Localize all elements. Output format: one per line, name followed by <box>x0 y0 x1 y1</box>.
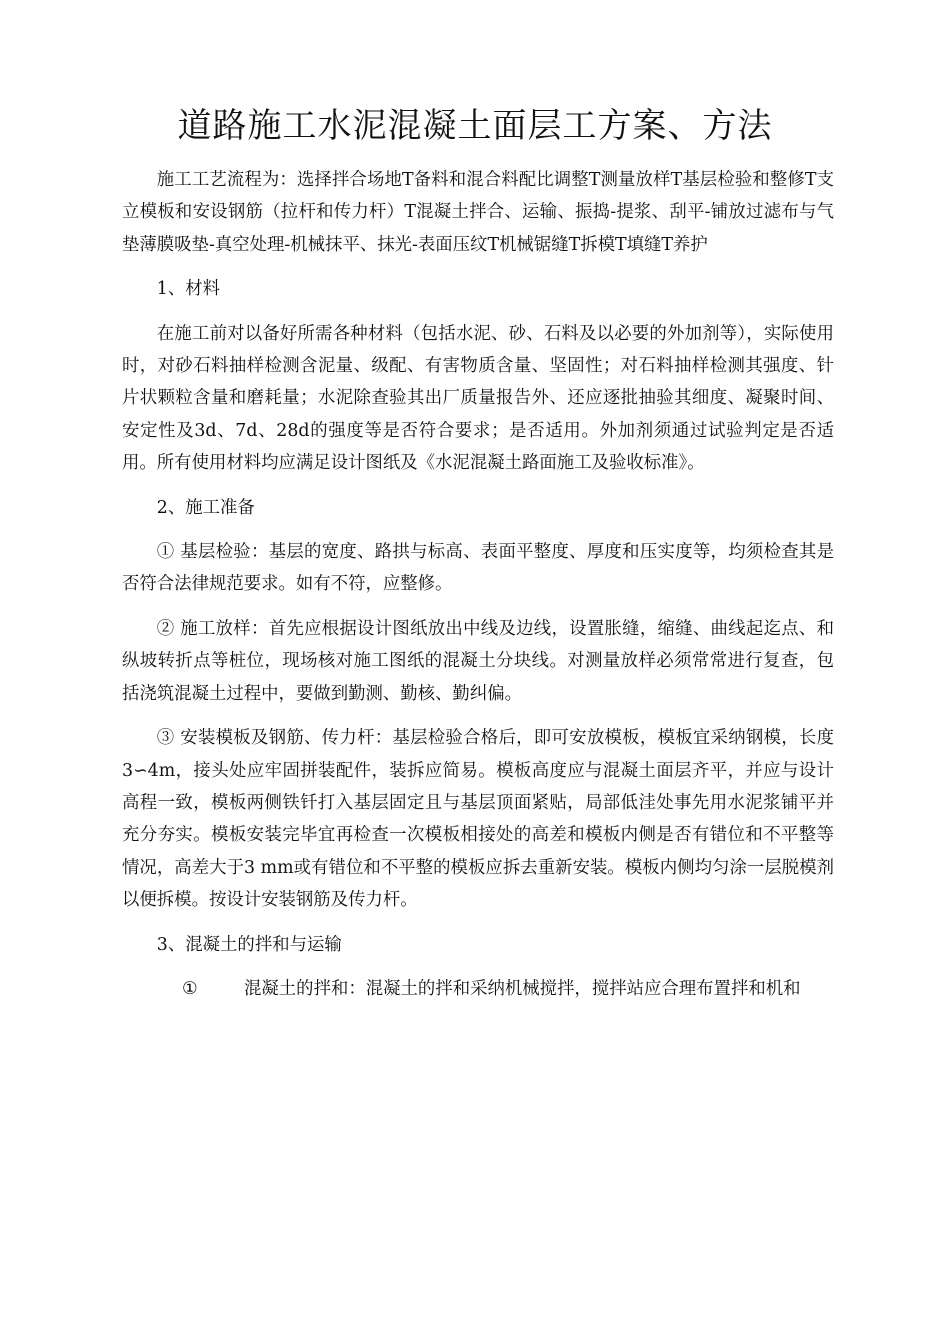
mix-item-marker: ① <box>182 978 198 999</box>
section-heading-materials: 1、材料 <box>156 279 221 300</box>
prep-item-setting-out: ② 施工放样：首先应根据设计图纸放出中线及边线，设置胀缝，缩缝、曲线起迄点、和纵坡转折点等桩位，现场核对施工图纸的混凝土分块线。对测量放样必须常常进行复查，包括浇筑混凝土过程中，要做到勤测、勤核、勤纠偏。 <box>122 618 834 704</box>
process-flow-paragraph: 施工工艺流程为：选择拌合场地T备料和混合料配比调整T测量放样T基层检验和整修T支立模板和安设钢筋（拉杆和传力杆）T混凝土拌合、运输、振捣-提浆、刮平-铺放过滤布与气垫薄膜吸垫-真空处理-机械抹平、抹光-表面压纹T机械锯缝T拆模T填缝T养护 <box>122 170 834 255</box>
document-body <box>122 164 834 1005</box>
mix-item-row <box>122 973 834 1005</box>
document-title: 道路施工水泥混凝土面层工方案、方法 <box>177 106 773 146</box>
mix-item-text: 混凝土的拌和：混凝土的拌和采纳机械搅拌，搅拌站应合理布置拌和机和 <box>244 978 801 999</box>
prep-item-base-inspection: ① 基层检验：基层的宽度、路拱与标高、表面平整度、厚度和压实度等，均须检查其是否符合法律规范要求。如有不符，应整修。 <box>122 542 834 595</box>
materials-paragraph: 在施工前对以备好所需各种材料（包括水泥、砂、石料及以必要的外加剂等），实际使用时，对砂石料抽样检测含泥量、级配、有害物质含量、坚固性；对石料抽样检测其强度、针片状颗粒含量和磨耗量；水泥除查验其出厂质量报告外、还应逐批抽验其细度、凝聚时间、安定性及3d、7d、28d的强度等是否符合要求；是否适用。外加剂须通过试验判定是否适用。所有使用材料均应满足设计图纸及《水泥混凝土路面施工及验收标准》。 <box>122 323 834 474</box>
section-heading-mixing: 3、混凝土的拌和与运输 <box>156 934 342 955</box>
section-heading-preparation: 2、施工准备 <box>156 497 255 518</box>
prep-item-formwork: ③ 安装模板及钢筋、传力杆：基层检验合格后，即可安放模板，模板宜采纳钢模，长度3∽4m，接头处应牢固拼装配件，装拆应简易。模板高度应与混凝土面层齐平，并应与设计高程一致，模板两侧铁钎打入基层固定且与基层顶面紧贴，局部低洼处事先用水泥浆铺平并充分夯实。模板安装完毕宜再检查一次模板相接处的高差和模板内侧是否有错位和不平整等情况，高差大于3 mm或有错位和不平整的模板应拆去重新安装。模板内侧均匀涂一层脱模剂以便拆模。按设计安装钢筋及传力杆。 <box>122 728 834 911</box>
